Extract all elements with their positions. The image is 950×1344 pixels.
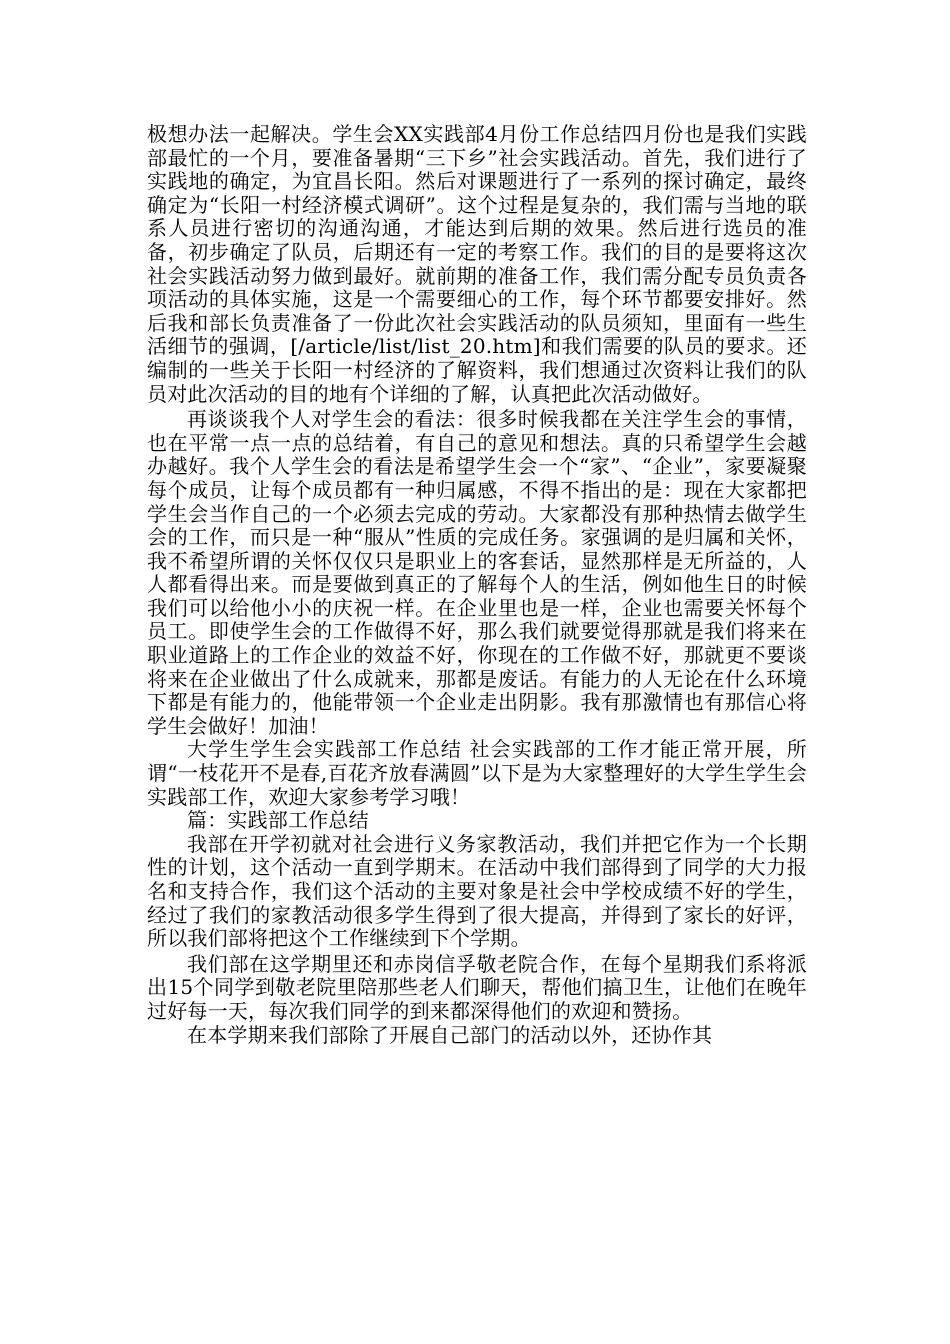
paragraph-6: 在本学期来我们部除了开展自己部门的活动以外，还协作其 — [187, 1022, 713, 1047]
section-heading: 篇：实践部工作总结 — [187, 808, 369, 833]
paragraph-3: 大学生学生会实践部工作总结 社会实践部的工作才能正常开展，所谓“一枝花开不是春,百花齐放春满圆”以下是为大家整理好的大学生学生会实践部工作，欢迎大家参考学习哦！ — [147, 737, 807, 809]
paragraph-4: 我部在开学初就对社会进行义务家教活动，我们并把它作为一个长期性的计划，这个活动一直到学期末。在活动中我们部得到了同学的大力报名和支持合作，我们这个活动的主要对象是社会中学校成绩不好的学生，经过了我们的家教活动很多学生得到了很大提高，并得到了家长的好评，所以我们部将把这个工作继续到下个学期。 — [147, 831, 807, 951]
paragraph-1: 极想办法一起解决。学生会XX实践部4月份工作总结四月份也是我们实践部最忙的一个月，要准备暑期“三下乡”社会实践活动。首先，我们进行了实践地的确定，为宜昌长阳。然后对课题进行了一系列的探讨确定，最终确定为“长阳一村经济模式调研”。这个过程是复杂的，我们需与当地的联系人员进行密切的沟通沟通，才能达到后期的效果。然后进行选员的准备，初步确定了队员，后期还有一定的考察工作。我们的目的是要将这次社会实践活动努力做到最好。就前期的准备工作，我们需分配专员负责各项活动的具体实施，这是一个需要细心的工作，每个环节都要安排好。然后我和部长负责准备了一份此次社会实践活动的队员须知，里面有一些生活细节的强调，[/article/list/list_20.htm]和我们需要的队员的要求。还编制的一些关于长阳一村经济的了解资料，我们想通过次资料让我们的队员对此次活动的目的地有个详细的了解，认真把此次活动做好。 — [147, 122, 807, 406]
document-body — [147, 123, 807, 1047]
paragraph-5: 我们部在这学期里还和赤岗信孚敬老院合作，在每个星期我们系将派出15个同学到敬老院里陪那些老人们聊天，帮他们搞卫生，让他们在晚年过好每一天，每次我们同学的到来都深得他们的欢迎和赞扬。 — [147, 951, 807, 1023]
paragraph-2: 再谈谈我个人对学生会的看法：很多时候我都在关注学生会的事情，也在平常一点一点的总结着，有自己的意见和想法。真的只希望学生会越办越好。我个人学生会的看法是希望学生会一个“家”、“企业”，家要凝聚每个成员，让每个成员都有一种归属感，不得不指出的是：现在大家都把学生会当作自己的一个必须去完成的劳动。大家都没有那种热情去做学生会的工作，而只是一种“服从”性质的完成任务。家强调的是归属和关怀，我不希望所谓的关怀仅仅只是职业上的客套话，显然那样是无所益的，人人都看得出来。而是要做到真正的了解每个人的生活，例如他生日的时候我们可以给他小小的庆祝一样。在企业里也是一样，企业也需要关怀每个员工。即使学生会的工作做得不好，那么我们就要觉得那就是我们将来在职业道路上的工作企业的效益不好，你现在的工作做不好，那就更不要谈将来在企业做出了什么成就来，那都是废话。有能力的人无论在什么环境下都是有能力的，他能带领一个企业走出阴影。我有那激情也有那信心将学生会做好！加油！ — [147, 407, 807, 738]
